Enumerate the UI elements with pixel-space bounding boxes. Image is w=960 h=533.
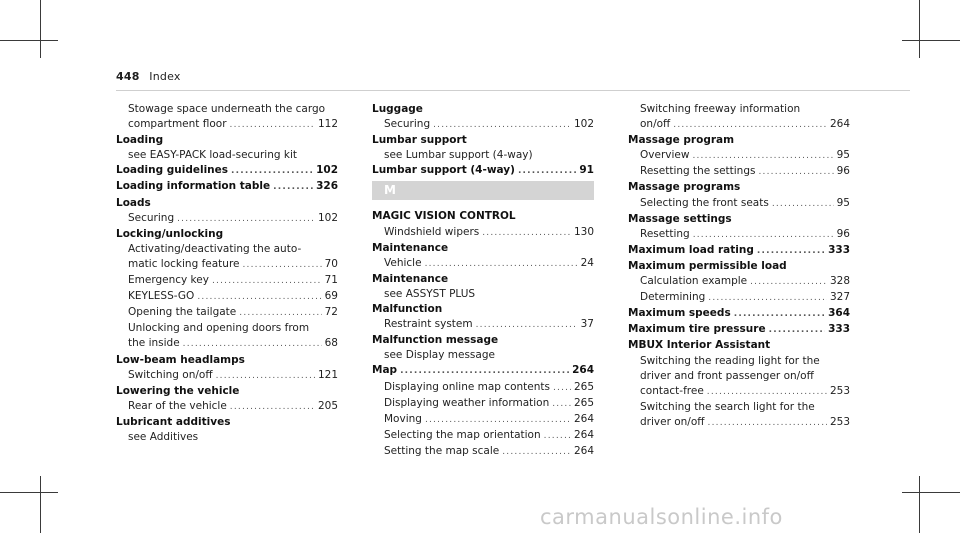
dot-leader xyxy=(230,400,315,415)
page-reference-link[interactable]: 96 xyxy=(836,227,850,240)
entry-label: driver on/off xyxy=(640,415,705,428)
crop-mark xyxy=(40,476,41,533)
dot-leader xyxy=(757,244,825,259)
entry-label: Switching on/off xyxy=(128,368,213,381)
index-subentry[interactable] xyxy=(628,117,850,133)
page-reference-link[interactable]: 69 xyxy=(324,290,338,303)
index-subentry[interactable] xyxy=(628,384,850,400)
dot-leader xyxy=(273,180,313,195)
entry-label: Displaying weather information xyxy=(384,396,550,409)
entry-label: Opening the tailgate xyxy=(128,306,237,319)
page-reference-link[interactable]: 37 xyxy=(580,318,594,331)
index-subentry[interactable] xyxy=(372,380,594,396)
page-reference-link[interactable]: 102 xyxy=(317,211,338,224)
entry-label: Lumbar support (4-way) xyxy=(372,164,515,177)
page-reference-link[interactable]: 264 xyxy=(573,444,594,457)
index-heading: Lumbar support xyxy=(372,134,467,147)
entry-label: on/off xyxy=(640,118,671,131)
entry-label: Setting the map scale xyxy=(384,444,500,457)
page-reference-link[interactable]: 328 xyxy=(829,275,850,288)
dot-leader xyxy=(197,290,321,305)
dot-leader xyxy=(552,397,571,412)
index-subentry[interactable] xyxy=(372,412,594,428)
dot-leader xyxy=(750,275,827,290)
dot-leader xyxy=(692,149,833,164)
crop-mark xyxy=(919,476,920,533)
entry-label: Moving xyxy=(384,412,422,425)
dot-leader xyxy=(707,385,827,400)
index-subentry-text: Stowage space underneath the cargo xyxy=(128,103,326,115)
page-reference-link[interactable]: 265 xyxy=(573,380,594,393)
dot-leader xyxy=(769,323,825,338)
crop-mark xyxy=(0,40,58,41)
index-subentry[interactable] xyxy=(116,368,338,384)
page-reference-link[interactable]: 253 xyxy=(829,415,850,428)
page-reference-link[interactable]: 112 xyxy=(317,118,338,131)
page-reference-link[interactable]: 265 xyxy=(573,396,594,409)
index-heading: Massage programs xyxy=(628,181,741,194)
page-reference-link[interactable]: 71 xyxy=(324,274,338,287)
page-reference-link[interactable]: 95 xyxy=(836,149,850,162)
crop-mark xyxy=(902,40,960,41)
index-subentry-text: driver and front passenger on/off xyxy=(640,369,814,382)
dot-leader xyxy=(693,228,834,243)
dot-leader xyxy=(553,381,571,396)
entry-label: Determining xyxy=(640,291,706,304)
dot-leader xyxy=(425,257,578,272)
page-reference-link[interactable]: 364 xyxy=(828,307,850,320)
entry-label: Vehicle xyxy=(384,256,422,269)
crop-mark xyxy=(902,492,960,493)
dot-leader xyxy=(758,165,833,180)
section-title: Index xyxy=(149,70,181,83)
entry-label: Loading guidelines xyxy=(116,164,229,177)
index-heading: Lowering the vehicle xyxy=(116,384,240,397)
entry-label: Maximum tire pressure xyxy=(628,323,766,336)
dot-leader xyxy=(230,118,315,133)
entry-label: Resetting xyxy=(640,227,690,240)
index-subentry[interactable] xyxy=(116,257,338,273)
page-reference-link[interactable]: 333 xyxy=(828,243,850,256)
index-subentry[interactable] xyxy=(628,196,850,212)
entry-label: Selecting the front seats xyxy=(640,196,769,209)
dot-leader xyxy=(476,318,578,333)
index-heading: Malfunction message xyxy=(372,334,499,347)
crop-mark xyxy=(40,0,41,58)
watermark: carmanualsonline.info xyxy=(540,505,783,529)
dot-leader xyxy=(216,369,315,384)
dot-leader xyxy=(231,164,313,179)
index-subentry[interactable] xyxy=(116,336,338,352)
dot-leader xyxy=(482,226,571,241)
index-heading: Lubricant additives xyxy=(116,415,231,428)
index-subentry-text: Switching freeway information xyxy=(640,103,801,115)
dot-leader xyxy=(708,416,827,431)
entry-label: Securing xyxy=(128,211,175,224)
index-subentry[interactable] xyxy=(116,289,338,305)
index-subentry[interactable] xyxy=(628,164,850,180)
entry-label: Emergency key xyxy=(128,274,209,287)
index-subentry[interactable] xyxy=(628,274,850,290)
page-reference-link[interactable]: 96 xyxy=(836,165,850,178)
dot-leader xyxy=(518,164,576,179)
index-heading: Massage program xyxy=(628,134,735,147)
page-reference-link[interactable]: 130 xyxy=(573,225,594,238)
entry-label: Windshield wipers xyxy=(384,225,480,238)
index-heading-entry[interactable] xyxy=(628,306,850,322)
index-heading-entry[interactable] xyxy=(372,163,594,179)
index-subentry[interactable] xyxy=(372,256,594,272)
entry-label: Displaying online map contents xyxy=(384,380,550,393)
page-reference-link[interactable]: 264 xyxy=(573,428,594,441)
crop-mark xyxy=(919,0,920,58)
index-subentry[interactable] xyxy=(628,415,850,431)
index-heading-entry[interactable] xyxy=(628,322,850,338)
crop-mark xyxy=(0,492,58,493)
entry-label: Overview xyxy=(640,149,690,162)
dot-leader xyxy=(239,306,321,321)
entry-label: Calculation example xyxy=(640,275,748,288)
dot-leader xyxy=(708,291,827,306)
index-heading: Maintenance xyxy=(372,272,449,285)
index-subentry[interactable] xyxy=(116,305,338,321)
entry-label: Maximum speeds xyxy=(628,307,731,320)
entry-label: Maximum load rating xyxy=(628,243,754,256)
entry-label: Selecting the map orientation xyxy=(384,428,541,441)
index-subentry-text: see Additives xyxy=(128,430,199,443)
entry-label: Rear of the vehicle xyxy=(128,399,227,412)
page-reference-link[interactable]: 326 xyxy=(316,180,338,193)
index-subentry[interactable] xyxy=(372,428,594,444)
entry-label: Resetting the settings xyxy=(640,165,756,178)
index-heading: MAGIC VISION CONTROL xyxy=(372,210,516,223)
index-heading: Maximum permissible load xyxy=(628,259,787,272)
index-subentry[interactable] xyxy=(116,273,338,289)
index-subentry[interactable] xyxy=(628,148,850,164)
page-reference-link[interactable]: 70 xyxy=(324,257,338,270)
page-reference-link[interactable]: 205 xyxy=(317,399,338,412)
index-heading: Locking/unlocking xyxy=(116,227,224,240)
index-subentry[interactable] xyxy=(628,227,850,243)
index-heading: Maintenance xyxy=(372,241,449,254)
index-column-3 xyxy=(628,102,850,431)
dot-leader xyxy=(673,118,827,133)
page-reference-link[interactable]: 253 xyxy=(829,384,850,397)
dot-leader xyxy=(212,274,322,289)
index-subentry-text: see Lumbar support (4-way) xyxy=(384,149,533,162)
index-heading: Luggage xyxy=(372,103,423,115)
page-reference-link[interactable]: 102 xyxy=(316,164,338,177)
page-reference-link[interactable]: 68 xyxy=(324,337,338,350)
index-subentry[interactable] xyxy=(372,317,594,333)
page-reference-link[interactable]: 264 xyxy=(572,364,594,377)
dot-leader xyxy=(433,118,571,133)
index-subentry[interactable] xyxy=(372,444,594,460)
index-subentry[interactable] xyxy=(628,290,850,306)
index-heading: Malfunction xyxy=(372,303,443,316)
index-heading: Low-beam headlamps xyxy=(116,353,245,366)
dot-leader xyxy=(400,364,569,379)
dot-leader xyxy=(177,212,315,227)
page-reference-link[interactable]: 121 xyxy=(317,368,338,381)
index-subentry-text: see Display message xyxy=(384,349,495,362)
page-reference-link[interactable]: 333 xyxy=(828,323,850,336)
page-reference-link[interactable]: 264 xyxy=(829,118,850,131)
index-heading-entry[interactable] xyxy=(116,163,338,179)
index-subentry[interactable] xyxy=(372,225,594,241)
index-subentry[interactable] xyxy=(116,211,338,227)
index-subentry-text: see EASY-PACK load-securing kit xyxy=(128,149,297,162)
page-reference-link[interactable]: 102 xyxy=(573,118,594,131)
page-reference-link[interactable]: 327 xyxy=(829,291,850,304)
index-column-1 xyxy=(116,102,338,445)
index-subentry[interactable] xyxy=(116,117,338,133)
index-heading: MBUX Interior Assistant xyxy=(628,339,771,352)
entry-label: matic locking feature xyxy=(128,257,240,270)
index-subentry-text: Activating/deactivating the auto- xyxy=(128,242,302,255)
index-subentry[interactable] xyxy=(116,399,338,415)
dot-leader xyxy=(544,429,571,444)
page-header xyxy=(116,70,181,83)
index-subentry[interactable] xyxy=(372,396,594,412)
index-subentry[interactable] xyxy=(372,117,594,133)
entry-label: Map xyxy=(372,364,398,377)
page-number: 448 xyxy=(116,70,140,83)
header-rule xyxy=(116,90,910,91)
index-subentry-text: Switching the search light for the xyxy=(640,400,815,413)
dot-leader xyxy=(183,337,322,352)
entry-label: Securing xyxy=(384,118,431,131)
index-heading: Loading xyxy=(116,134,164,147)
page-reference-link[interactable]: 24 xyxy=(580,256,594,269)
entry-label: the inside xyxy=(128,337,180,350)
entry-label: Restraint system xyxy=(384,318,473,331)
index-subentry-text: see ASSYST PLUS xyxy=(384,287,476,300)
index-column-2 xyxy=(372,102,594,460)
index-heading-entry[interactable] xyxy=(628,243,850,259)
index-heading-entry[interactable] xyxy=(372,363,594,379)
dot-leader xyxy=(502,445,571,460)
entry-label: contact-free xyxy=(640,384,704,397)
dot-leader xyxy=(425,413,571,428)
index-subentry-text: Switching the reading light for the xyxy=(640,354,820,367)
dot-leader xyxy=(734,307,825,322)
index-heading: Loads xyxy=(116,196,151,209)
index-heading-entry[interactable] xyxy=(116,179,338,195)
page-reference-link[interactable]: 95 xyxy=(836,196,850,209)
entry-label: KEYLESS-GO xyxy=(128,290,195,303)
entry-label: Loading information table xyxy=(116,180,271,193)
dot-leader xyxy=(243,258,322,273)
page-reference-link[interactable]: 264 xyxy=(573,412,594,425)
page-reference-link[interactable]: 72 xyxy=(324,306,338,319)
page-reference-link[interactable]: 91 xyxy=(579,164,594,177)
index-subentry-text: Unlocking and opening doors from xyxy=(128,322,310,335)
dot-leader xyxy=(772,197,834,212)
entry-label: compartment floor xyxy=(128,118,227,131)
index-heading: Massage settings xyxy=(628,212,732,225)
section-letter-heading: M xyxy=(372,181,594,200)
